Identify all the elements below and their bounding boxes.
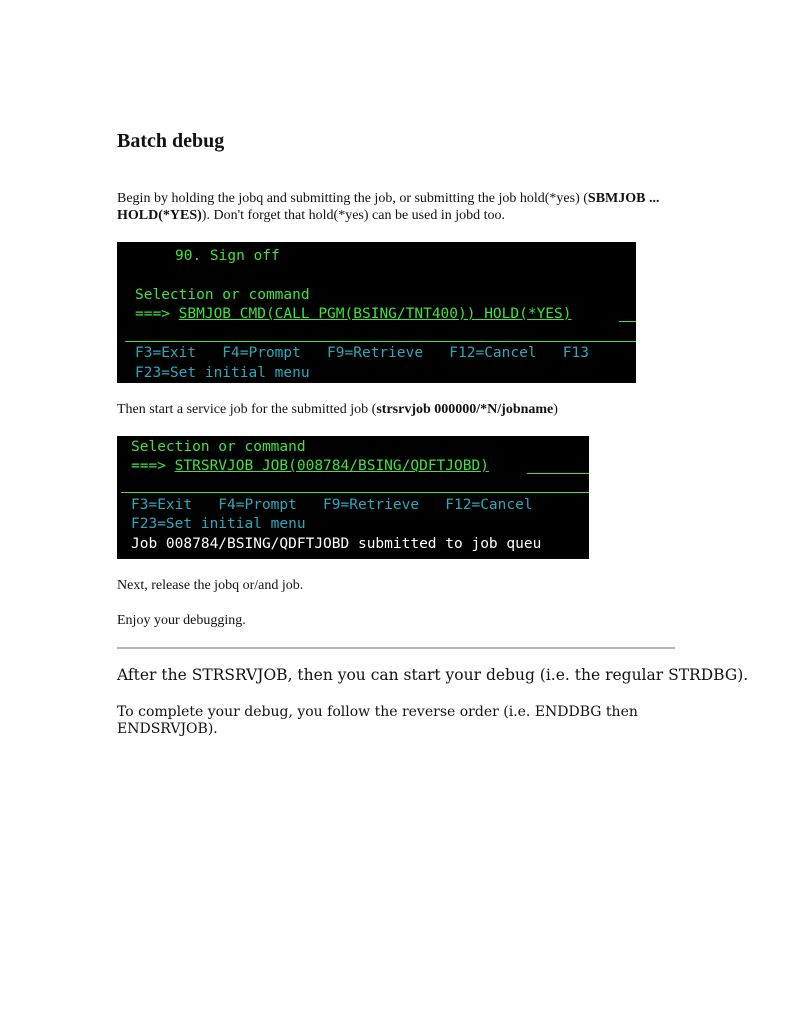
function-keys-line-2: F23=Set initial menu (131, 516, 306, 532)
service-job-bold-command: strsrvjob 000000/*N/jobname (376, 402, 554, 417)
intro-bold-command: SBMJOB ... HOLD(*YES) (117, 191, 660, 223)
function-keys-line-2: F23=Set initial menu (135, 365, 310, 381)
selection-prompt-label: Selection or command (135, 287, 310, 303)
command-input: SBMJOB CMD(CALL PGM(BSING/TNT400)) HOLD(*YES) (178, 306, 572, 322)
separator-line (125, 341, 636, 342)
after-paragraph: After the STRSRVJOB, then you can start your debug (i.e. the regular STRDBG). (117, 666, 749, 684)
complete-paragraph: To complete your debug, you follow the reverse order (i.e. ENDDBG then ENDSRVJOB). (117, 704, 638, 737)
function-keys-line-1: F3=Exit F4=Prompt F9=Retrieve F12=Cancel (131, 497, 533, 513)
service-job-text-1: Then start a service job for the submitted job ( (117, 402, 377, 417)
enjoy-paragraph: Enjoy your debugging. (117, 613, 246, 628)
command-arrow: ===> (131, 458, 166, 474)
command-input-underline (619, 321, 636, 322)
selection-prompt-label: Selection or command (131, 439, 306, 455)
terminal-screenshot-strsrvjob (117, 436, 589, 559)
command-input-underline (527, 473, 589, 474)
command-arrow: ===> (135, 306, 170, 322)
service-job-paragraph (117, 401, 558, 418)
intro-text-2: ). Don't forget that hold(*yes) can be used in jobd too. (201, 208, 505, 223)
command-line (135, 305, 572, 323)
command-input: STRSRVJOB JOB(008784/BSING/QDFTJOBD) (174, 458, 489, 474)
function-keys-line-1: F3=Exit F4=Prompt F9=Retrieve F12=Cancel F13 (135, 345, 589, 361)
command-line (131, 457, 489, 475)
separator-line (121, 492, 589, 493)
intro-text-1: Begin by holding the jobq and submitting the job, or submitting the job hold(*yes) ( (117, 191, 588, 206)
menu-option-sign-off: 90. Sign off (175, 248, 280, 264)
job-submitted-message: Job 008784/BSING/QDFTJOBD submitted to job queu (131, 536, 542, 552)
page-title: Batch debug (117, 130, 225, 152)
service-job-text-2: ) (553, 402, 558, 417)
release-paragraph: Next, release the jobq or/and job. (117, 578, 304, 593)
terminal-screenshot-sbmjob (117, 242, 636, 383)
horizontal-rule (117, 647, 675, 649)
intro-paragraph (117, 190, 677, 224)
